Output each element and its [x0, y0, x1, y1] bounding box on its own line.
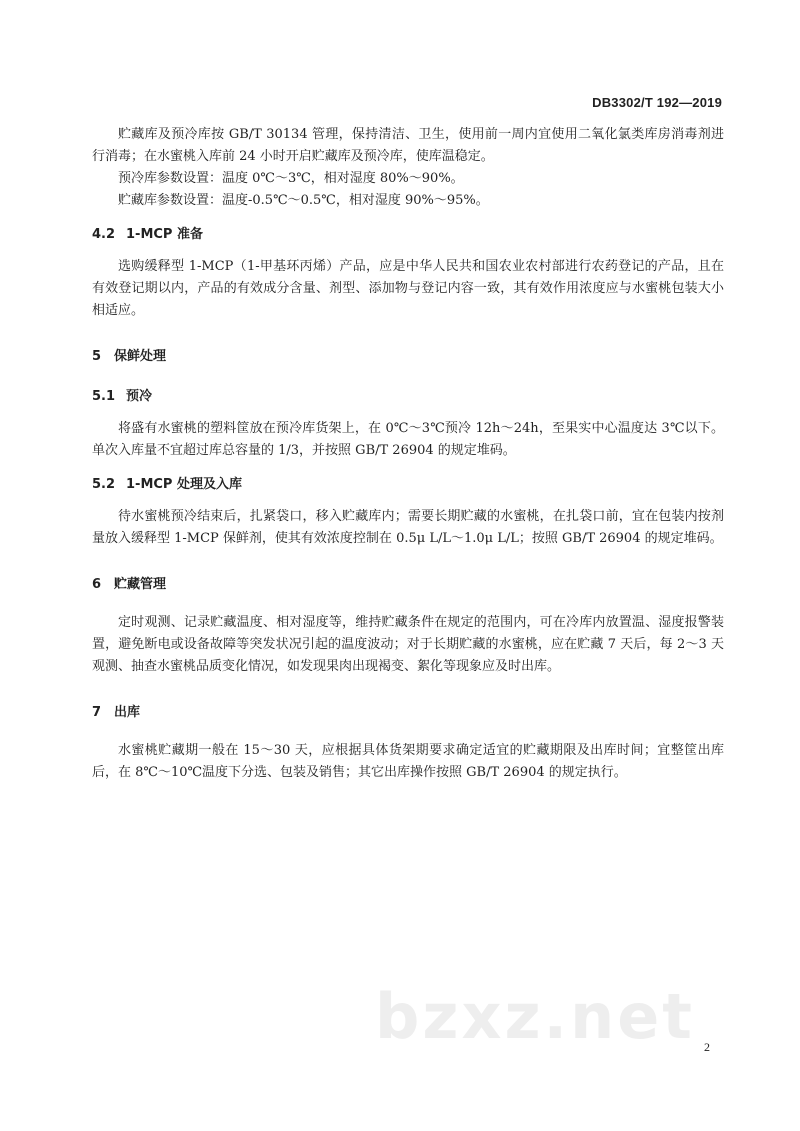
section-number: 5.1 — [92, 389, 116, 404]
paragraph-outbound: 水蜜桃贮藏期一般在 15～30 天，应根据具体货架期要求确定适宜的贮藏期限及出库时间；宜整筐出库后，在 8℃～10℃温度下分选、包装及销售；其它出库操作按照 GB/T 26904 的规定执行。 — [92, 743, 724, 780]
section-6-heading — [92, 574, 724, 596]
section-number: 5 — [92, 349, 102, 364]
standard-code: DB3302/T 192—2019 — [592, 95, 722, 110]
page-number: 2 — [704, 1040, 710, 1054]
section-title: 预冷 — [126, 389, 153, 404]
section-number: 5.2 — [92, 477, 116, 492]
document-body — [92, 124, 724, 784]
section-5-1-heading — [92, 386, 724, 408]
paragraph-1mcp-prep: 选购缓释型 1-MCP（1-甲基环丙烯）产品，应是中华人民共和国农业农村部进行农药登记的产品，且在有效登记期以内，产品的有效成分含量、剂型、添加物与登记内容一致，其有效作用浓度应与水蜜桃包装大小相适应。 — [92, 259, 724, 318]
paragraph-storage-management: 贮藏库及预冷库按 GB/T 30134 管理，保持清洁、卫生，使用前一周内宜使用二氧化氯类库房消毒剂进行消毒；在水蜜桃入库前 24 小时开启贮藏库及预冷库，使库温稳定。 — [92, 127, 724, 164]
paragraph-precool: 将盛有水蜜桃的塑料筐放在预冷库货架上，在 0℃～3℃预冷 12h～24h，至果实中心温度达 3℃以下。单次入库量不宜超过库总容量的 1/3，并按照 GB/T 26904 的规定堆码。 — [92, 421, 724, 458]
paragraph-precool-params: 预冷库参数设置：温度 0℃～3℃，相对湿度 80%～90%。 — [118, 171, 464, 186]
paragraph-1mcp-treatment: 待水蜜桃预冷结束后，扎紧袋口，移入贮藏库内；需要长期贮藏的水蜜桃，在扎袋口前，宜在包装内按剂量放入缓释型 1-MCP 保鲜剂，使其有效浓度控制在 0.5μ L/L～1.0μ L/L；按照 GB/T 26904 的规定堆码。 — [92, 509, 724, 546]
section-7-heading — [92, 702, 724, 724]
section-5-2-heading — [92, 474, 724, 496]
section-5-heading — [92, 346, 724, 368]
section-title: 贮藏管理 — [114, 577, 167, 592]
section-number: 6 — [92, 577, 102, 592]
section-title: 1-MCP 准备 — [126, 227, 203, 242]
section-4-2-heading — [92, 224, 724, 246]
watermark: bzxz.net — [375, 980, 695, 1053]
section-number: 7 — [92, 705, 102, 720]
section-number: 4.2 — [92, 227, 116, 242]
paragraph-storage-params: 贮藏库参数设置：温度-0.5℃～0.5℃，相对湿度 90%～95%。 — [118, 193, 489, 208]
paragraph-storage-monitoring: 定时观测、记录贮藏温度、相对湿度等，维持贮藏条件在规定的范围内，可在冷库内放置温、湿度报警装置，避免断电或设备故障等突发状况引起的温度波动；对于长期贮藏的水蜜桃，应在贮藏 7 天后，每 2～3 天观测、抽查水蜜桃品质变化情况，如发现果肉出现褐变、絮化等现象应及时出库。 — [92, 615, 724, 674]
section-title: 保鲜处理 — [114, 349, 167, 364]
section-title: 出库 — [114, 705, 141, 720]
section-title: 1-MCP 处理及入库 — [126, 477, 242, 492]
